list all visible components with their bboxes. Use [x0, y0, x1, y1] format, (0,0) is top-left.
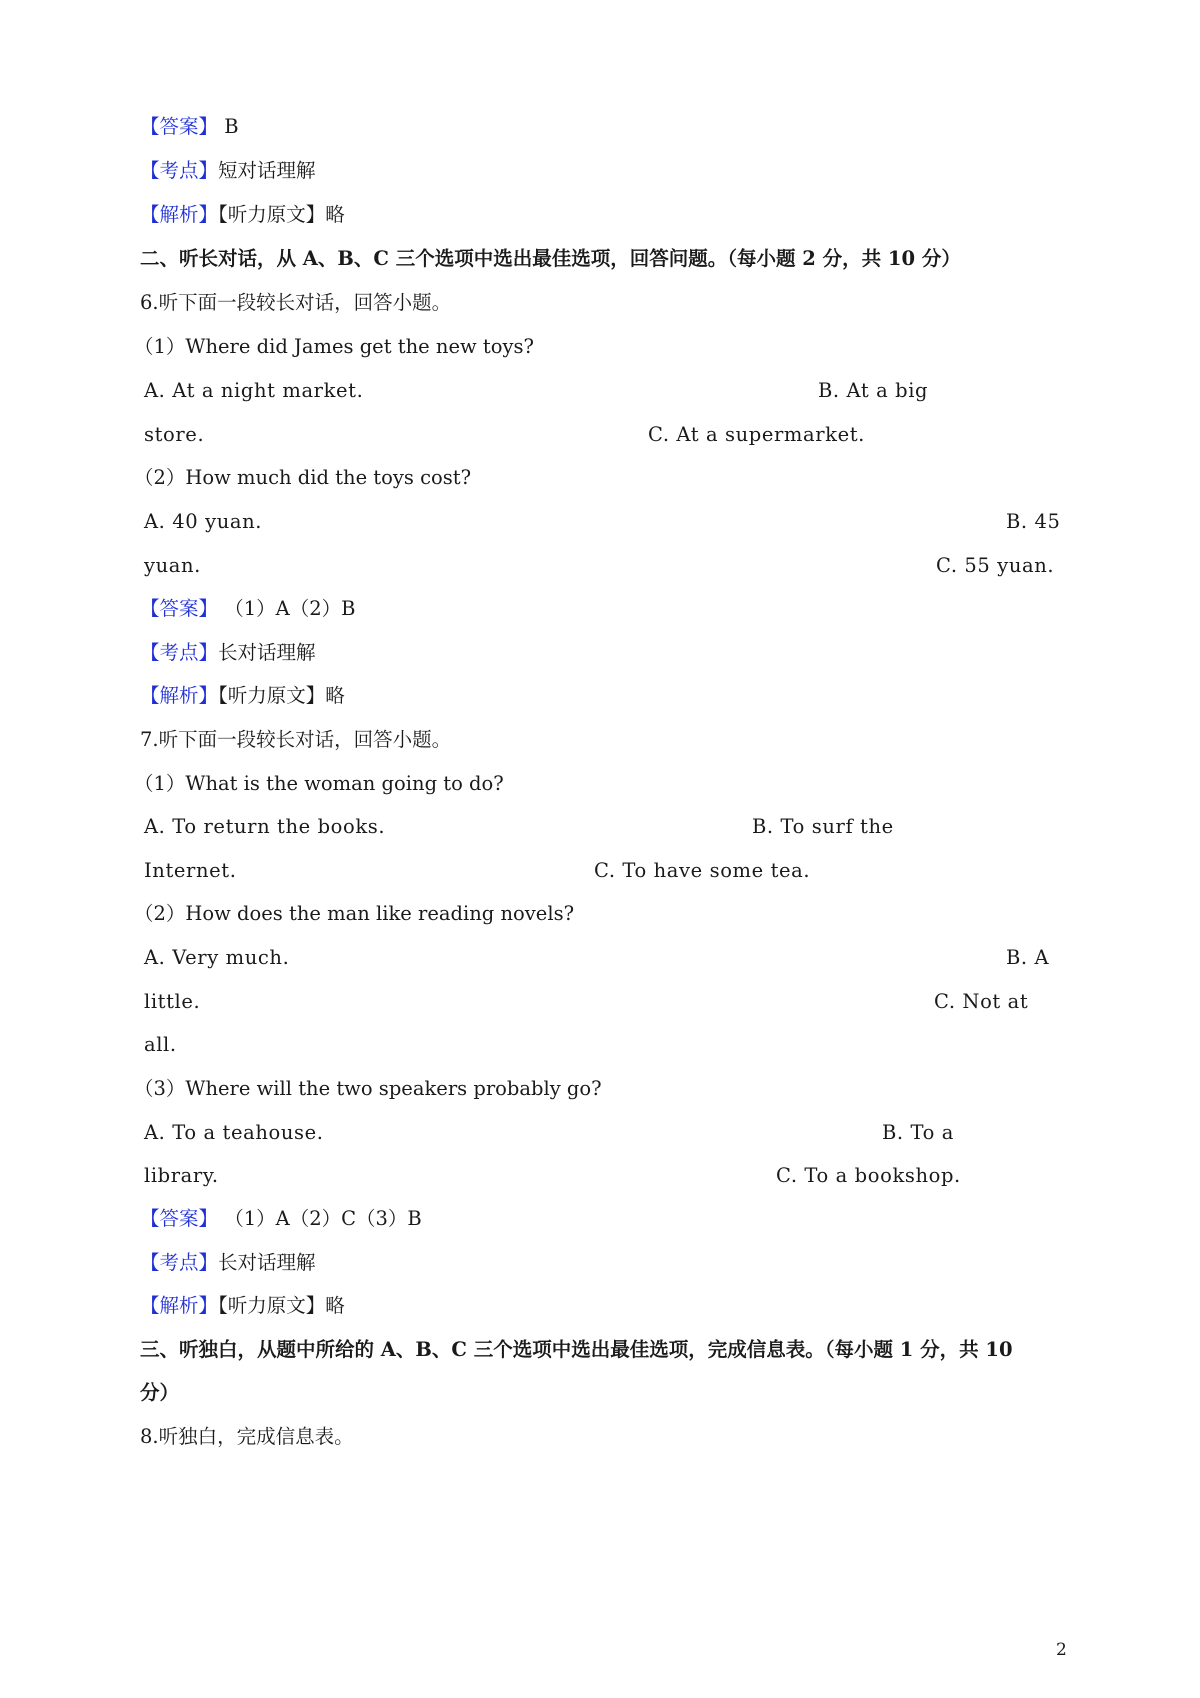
point-value: 长对话理解 [218, 641, 316, 664]
answer-row [140, 112, 239, 142]
q6-2-question: （2）How much did the toys cost? [134, 466, 472, 489]
q7-1-option-b-cont: Internet. [144, 859, 237, 882]
q7-analysis-row [140, 1291, 345, 1321]
point-tag: 【考点】 [140, 1251, 219, 1274]
q7-2-option-b: B. A [1006, 946, 1050, 969]
q7-3-option-b: B. To a [882, 1121, 954, 1144]
analysis-value: 【听力原文】略 [218, 684, 345, 707]
q7-1-option-b: B. To surf the [752, 815, 894, 838]
analysis-value: 【听力原文】略 [218, 1294, 345, 1317]
answer-value: B [218, 115, 239, 138]
analysis-tag: 【解析】 [140, 203, 219, 226]
answer-tag: 【答案】 [140, 597, 219, 620]
q7-3-option-c: C. To a bookshop. [776, 1164, 961, 1187]
q7-1-option-a: A. To return the books. [144, 815, 386, 838]
q7-2-option-c: C. Not at [934, 990, 1029, 1013]
q8-stem: 8.听独白，完成信息表。 [140, 1425, 354, 1448]
q7-point-row [140, 1248, 316, 1278]
q6-2-option-a: A. 40 yuan. [144, 510, 263, 533]
analysis-tag: 【解析】 [140, 684, 219, 707]
section-2-title: 二、听长对话，从 A、B、C 三个选项中选出最佳选项，回答问题。（每小题 2 分，共 10 分） [140, 247, 961, 270]
q7-2-option-a: A. Very much. [144, 946, 290, 969]
q7-answer-row [140, 1204, 422, 1234]
answer-value: （1）A（2）C（3）B [218, 1207, 422, 1230]
q6-stem: 6.听下面一段较长对话，回答小题。 [140, 291, 452, 314]
q7-3-option-b-cont: library. [144, 1164, 219, 1187]
page-number: 2 [1056, 1640, 1067, 1660]
q7-3-option-a: A. To a teahouse. [144, 1121, 324, 1144]
q7-stem: 7.听下面一段较长对话，回答小题。 [140, 728, 452, 751]
q6-1-option-b-cont: store. [144, 423, 205, 446]
q7-2-option-c-cont: all. [144, 1033, 177, 1056]
point-tag: 【考点】 [140, 159, 219, 182]
q6-answer-row [140, 594, 355, 624]
q7-1-question: （1）What is the woman going to do? [134, 772, 504, 795]
answer-value: （1）A（2）B [218, 597, 356, 620]
point-row [140, 156, 316, 186]
section-3-title-line1: 三、听独白，从题中所给的 A、B、C 三个选项中选出最佳选项，完成信息表。（每小题 1 分，共 10 [140, 1338, 1013, 1361]
q7-2-option-b-cont: little. [144, 990, 201, 1013]
q6-2-option-b: B. 45 [1006, 510, 1061, 533]
answer-tag: 【答案】 [140, 115, 219, 138]
point-value: 长对话理解 [218, 1251, 316, 1274]
section-3-title-line2: 分） [140, 1381, 180, 1404]
q7-1-option-c: C. To have some tea. [594, 859, 811, 882]
q6-1-question: （1）Where did James get the new toys? [134, 335, 534, 358]
answer-tag: 【答案】 [140, 1207, 219, 1230]
analysis-tag: 【解析】 [140, 1294, 219, 1317]
point-tag: 【考点】 [140, 641, 219, 664]
q6-2-option-b-cont: yuan. [144, 554, 201, 577]
q6-1-option-b: B. At a big [818, 379, 929, 402]
q6-1-option-c: C. At a supermarket. [648, 423, 865, 446]
point-value: 短对话理解 [218, 159, 316, 182]
q6-2-option-c: C. 55 yuan. [936, 554, 1055, 577]
q7-2-question: （2）How does the man like reading novels? [134, 902, 575, 925]
q7-3-question: （3）Where will the two speakers probably go? [134, 1077, 602, 1100]
q6-analysis-row [140, 681, 345, 711]
analysis-value: 【听力原文】略 [218, 203, 345, 226]
analysis-row [140, 200, 345, 230]
q6-point-row [140, 638, 316, 668]
q6-1-option-a: A. At a night market. [144, 379, 364, 402]
